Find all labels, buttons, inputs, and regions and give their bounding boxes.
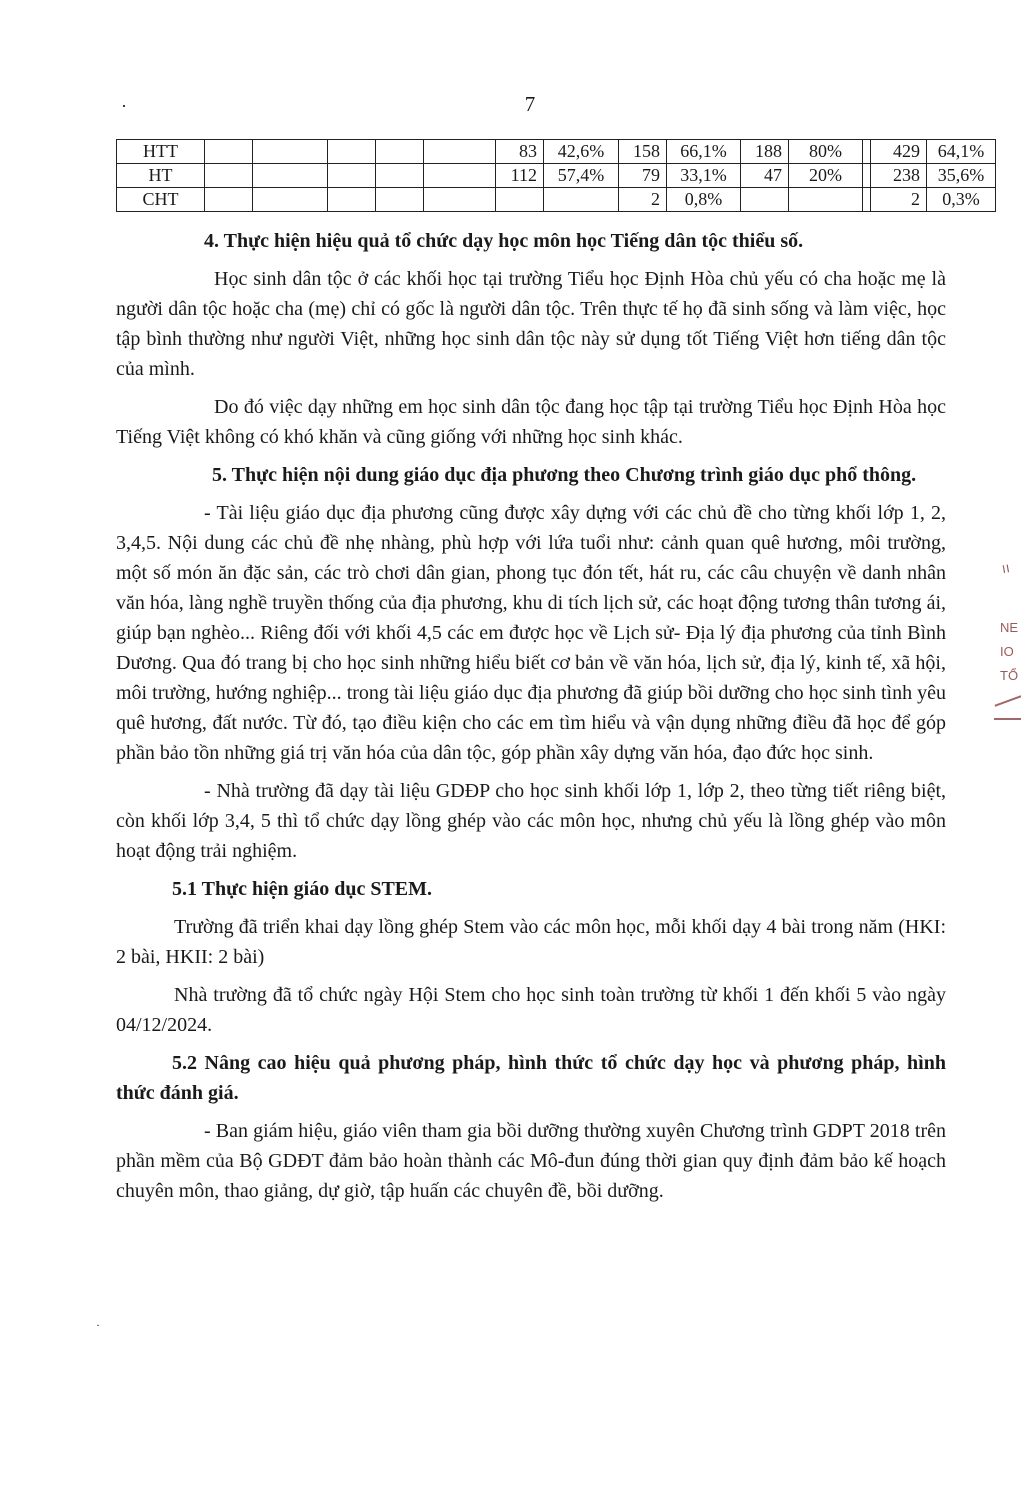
table-cell: 80% bbox=[789, 140, 863, 164]
section-heading-5-2: 5.2 Nâng cao hiệu quả phương pháp, hình thức tổ chức dạy học và phương pháp, hình thức đánh giá. bbox=[116, 1052, 946, 1104]
paragraph: Do đó việc dạy những em học sinh dân tộc đang học tập tại trường Tiểu học Định Hòa học Tiếng Việt không có khó khăn và cũng giống với những học sinh khác. bbox=[116, 396, 946, 448]
paragraph: Học sinh dân tộc ở các khối học tại trường Tiểu học Định Hòa chủ yếu có cha hoặc mẹ là người dân tộc hoặc cha (mẹ) chỉ có gốc là người dân tộc. Trên thực tế họ đã sinh sống và làm việc, học tập bình thường như người Việt, những học sinh dân tộc này sử dụng tốt Tiếng Việt hơn tiếng dân tộc của mình. bbox=[116, 268, 946, 380]
table-cell: 429 bbox=[871, 140, 927, 164]
table-cell bbox=[424, 140, 496, 164]
table-cell: 112 bbox=[496, 164, 544, 188]
table-row bbox=[117, 164, 996, 188]
table-cell: 64,1% bbox=[927, 140, 996, 164]
red-stamp-edge: = NE IO TỔ bbox=[986, 560, 1021, 740]
paragraph: Nhà trường đã tổ chức ngày Hội Stem cho học sinh toàn trường từ khối 1 đến khối 5 vào ngày 04/12/2024. bbox=[116, 984, 946, 1036]
table-cell: 42,6% bbox=[544, 140, 619, 164]
scan-dot: · bbox=[96, 1318, 100, 1332]
table-cell: 47 bbox=[741, 164, 789, 188]
table-cell bbox=[863, 164, 871, 188]
table-cell: 57,4% bbox=[544, 164, 619, 188]
table-cell bbox=[328, 164, 376, 188]
table-cell bbox=[424, 164, 496, 188]
table-cell bbox=[253, 164, 328, 188]
section-heading-4: 4. Thực hiện hiệu quả tổ chức dạy học môn học Tiếng dân tộc thiểu số. bbox=[204, 230, 804, 252]
row-label: CHT bbox=[117, 188, 205, 212]
table-cell bbox=[741, 188, 789, 212]
table-row bbox=[117, 188, 996, 212]
table-cell bbox=[424, 188, 496, 212]
table-cell bbox=[376, 164, 424, 188]
document-body bbox=[116, 226, 946, 1214]
table-cell bbox=[328, 188, 376, 212]
table-cell bbox=[253, 140, 328, 164]
table-cell bbox=[328, 140, 376, 164]
table-cell bbox=[205, 164, 253, 188]
paragraph: - Ban giám hiệu, giáo viên tham gia bồi dưỡng thường xuyên Chương trình GDPT 2018 trên phần mềm của Bộ GDĐT đảm bảo hoàn thành các Mô-đun đúng thời gian quy định đảm bảo kế hoạch chuyên môn, thao giảng, dự giờ, tập huấn các chuyên đề, bồi dưỡng. bbox=[116, 1120, 946, 1202]
table-cell bbox=[863, 140, 871, 164]
results-table bbox=[116, 139, 996, 212]
table-cell: 0,3% bbox=[927, 188, 996, 212]
table-row bbox=[117, 140, 996, 164]
table-cell: 20% bbox=[789, 164, 863, 188]
table-cell bbox=[789, 188, 863, 212]
table-cell bbox=[205, 188, 253, 212]
table-cell: 83 bbox=[496, 140, 544, 164]
table-cell bbox=[376, 188, 424, 212]
table-cell bbox=[544, 188, 619, 212]
scan-dot: · bbox=[121, 96, 127, 116]
page-number: 7 bbox=[524, 92, 536, 116]
table-cell: 66,1% bbox=[667, 140, 741, 164]
table-cell: 79 bbox=[619, 164, 667, 188]
paragraph: - Nhà trường đã dạy tài liệu GDĐP cho học sinh khối lớp 1, lớp 2, theo từng tiết riêng biệt, còn khối lớp 3,4, 5 thì tổ chức dạy lồng ghép vào các môn học, nhưng chủ yếu là lồng ghép vào môn hoạt động trải nghiệm. bbox=[116, 780, 946, 862]
table-cell: 158 bbox=[619, 140, 667, 164]
section-heading-5-1: 5.1 Thực hiện giáo dục STEM. bbox=[172, 878, 433, 900]
table-cell: 33,1% bbox=[667, 164, 741, 188]
row-label: HT bbox=[117, 164, 205, 188]
paragraph: - Tài liệu giáo dục địa phương cũng được xây dựng với các chủ đề cho từng khối lớp 1, 2, 3,4,5. Nội dung các chủ đề nhẹ nhàng, phù hợp với lứa tuổi như: cảnh quan quê hương, môi trường, một số món ăn đặc sản, các trò chơi dân gian, phong tục đón tết, hát ru, các câu chuyện về danh nhân văn hóa, làng nghề truyền thống của địa phương, khu di tích lịch sử, các hoạt động tương thân tương ái, giúp bạn nghèo... Riêng đối với khối 4,5 các em được học về Lịch sử- Địa lý địa phương của tỉnh Bình Dương. Qua đó trang bị cho học sinh những hiểu biết cơ bản về văn hóa, lịch sử, địa lý, kinh tế, xã hội, môi trường, hướng nghiệp... trong tài liệu giáo dục địa phương đã giúp bồi dưỡng cho học sinh tình yêu quê hương, đất nước. Từ đó, tạo điều kiện cho các em tìm hiểu và vận dụng những điều đã học để góp phần bảo tồn những giá trị văn hóa của dân tộc, góp phần xây dựng văn hóa, đạo đức học sinh. bbox=[116, 502, 946, 764]
table-cell: 35,6% bbox=[927, 164, 996, 188]
table-cell: 2 bbox=[619, 188, 667, 212]
table-cell bbox=[205, 140, 253, 164]
table-cell bbox=[376, 140, 424, 164]
table-cell bbox=[253, 188, 328, 212]
table-cell bbox=[863, 188, 871, 212]
row-label: HTT bbox=[117, 140, 205, 164]
table-cell: 2 bbox=[871, 188, 927, 212]
section-heading-5: 5. Thực hiện nội dung giáo dục địa phương theo Chương trình giáo dục phổ thông. bbox=[212, 464, 917, 486]
table-cell: 0,8% bbox=[667, 188, 741, 212]
table-cell: 238 bbox=[871, 164, 927, 188]
table-cell: 188 bbox=[741, 140, 789, 164]
paragraph: Trường đã triển khai dạy lồng ghép Stem vào các môn học, mỗi khối dạy 4 bài trong năm (HKI: 2 bài, HKII: 2 bài) bbox=[116, 916, 946, 968]
table-cell bbox=[496, 188, 544, 212]
